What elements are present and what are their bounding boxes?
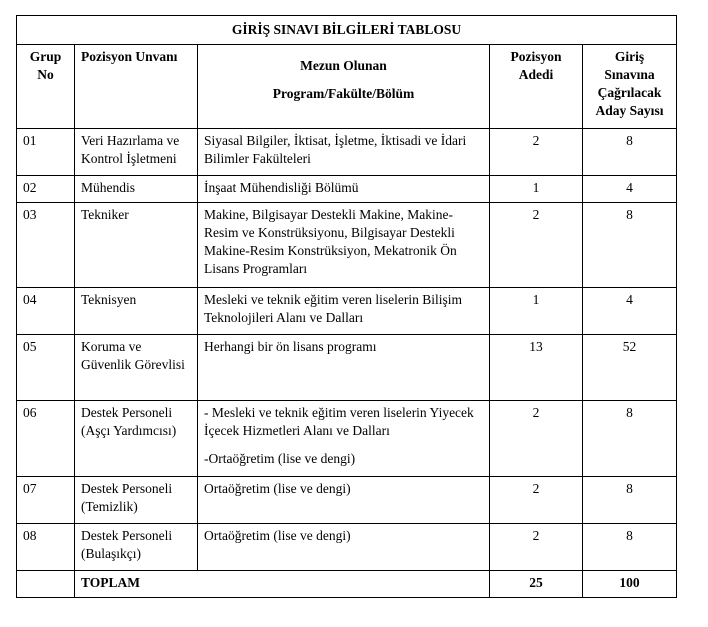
cell-aday: 52 <box>583 335 677 401</box>
cell-unvan: Destek Personeli (Temizlik) <box>75 477 198 524</box>
cell-grup-no: 06 <box>17 401 75 477</box>
cell-adet: 2 <box>490 401 583 477</box>
cell-adet: 1 <box>490 288 583 335</box>
mezun-text: Herhangi bir ön lisans programı <box>204 339 377 354</box>
table-row <box>17 176 677 203</box>
cell-aday: 4 <box>583 176 677 203</box>
header-mezun-line1: Mezun Olunan <box>300 58 387 73</box>
cell-adet: 1 <box>490 176 583 203</box>
cell-adet: 2 <box>490 524 583 571</box>
header-grup-no: Grup No <box>17 45 75 129</box>
cell-unvan: Teknisyen <box>75 288 198 335</box>
cell-unvan: Koruma ve Güvenlik Görevlisi <box>75 335 198 401</box>
cell-aday: 4 <box>583 288 677 335</box>
header-mezun <box>198 45 490 129</box>
total-aday: 100 <box>583 571 677 598</box>
cell-grup-no: 07 <box>17 477 75 524</box>
total-adet: 25 <box>490 571 583 598</box>
cell-adet: 2 <box>490 129 583 176</box>
cell-grup-no: 04 <box>17 288 75 335</box>
cell-grup-no: 08 <box>17 524 75 571</box>
table-row <box>17 401 677 477</box>
exam-info-table <box>16 15 677 598</box>
cell-unvan: Destek Personeli (Aşçı Yardımcısı) <box>75 401 198 477</box>
header-aday-sayisi: Giriş Sınavına Çağrılacak Aday Sayısı <box>583 45 677 129</box>
table-row <box>17 335 677 401</box>
cell-mezun <box>198 524 490 571</box>
header-pozisyon-adedi: Pozisyon Adedi <box>490 45 583 129</box>
table-row <box>17 129 677 176</box>
cell-mezun <box>198 129 490 176</box>
header-mezun-line2: Program/Fakülte/Bölüm <box>272 86 415 101</box>
cell-aday: 8 <box>583 129 677 176</box>
cell-unvan: Destek Personeli (Bulaşıkçı) <box>75 524 198 571</box>
table-row <box>17 477 677 524</box>
cell-grup-no: 05 <box>17 335 75 401</box>
mezun-text: Ortaöğretim (lise ve dengi) <box>204 481 351 496</box>
table-row <box>17 524 677 571</box>
cell-aday: 8 <box>583 203 677 288</box>
cell-aday: 8 <box>583 477 677 524</box>
mezun-text: - Mesleki ve teknik eğitim veren liselerin Yiyecek İçecek Hizmetleri Alanı ve Dalları <box>204 405 474 438</box>
cell-mezun <box>198 335 490 401</box>
mezun-text: Ortaöğretim (lise ve dengi) <box>204 528 351 543</box>
cell-unvan: Mühendis <box>75 176 198 203</box>
mezun-text: Makine, Bilgisayar Destekli Makine, Makine-Resim ve Konstrüksiyonu, Bilgisayar Destekli Makine-Resim Konstrüksiyon, Mekatronik Ön Lisans Programları <box>204 207 457 276</box>
cell-grup-no: 03 <box>17 203 75 288</box>
cell-grup-no: 01 <box>17 129 75 176</box>
table-title: GİRİŞ SINAVI BİLGİLERİ TABLOSU <box>17 16 677 45</box>
cell-unvan: Tekniker <box>75 203 198 288</box>
total-empty-cell <box>17 571 75 598</box>
cell-adet: 2 <box>490 477 583 524</box>
total-label: TOPLAM <box>75 571 490 598</box>
cell-mezun <box>198 288 490 335</box>
mezun-text-2: -Ortaöğretim (lise ve dengi) <box>204 451 356 466</box>
table-row <box>17 288 677 335</box>
cell-grup-no: 02 <box>17 176 75 203</box>
mezun-text: Mesleki ve teknik eğitim veren liselerin Bilişim Teknolojileri Alanı ve Dalları <box>204 292 462 325</box>
table-row <box>17 203 677 288</box>
mezun-text: İnşaat Mühendisliği Bölümü <box>204 180 359 195</box>
cell-unvan: Veri Hazırlama ve Kontrol İşletmeni <box>75 129 198 176</box>
cell-mezun <box>198 176 490 203</box>
cell-mezun <box>198 203 490 288</box>
cell-aday: 8 <box>583 401 677 477</box>
header-pozisyon-unvani: Pozisyon Unvanı <box>75 45 198 129</box>
cell-aday: 8 <box>583 524 677 571</box>
mezun-text: Siyasal Bilgiler, İktisat, İşletme, İktisadi ve İdari Bilimler Fakülteleri <box>204 133 467 166</box>
cell-adet: 13 <box>490 335 583 401</box>
cell-mezun <box>198 401 490 477</box>
cell-adet: 2 <box>490 203 583 288</box>
cell-mezun <box>198 477 490 524</box>
